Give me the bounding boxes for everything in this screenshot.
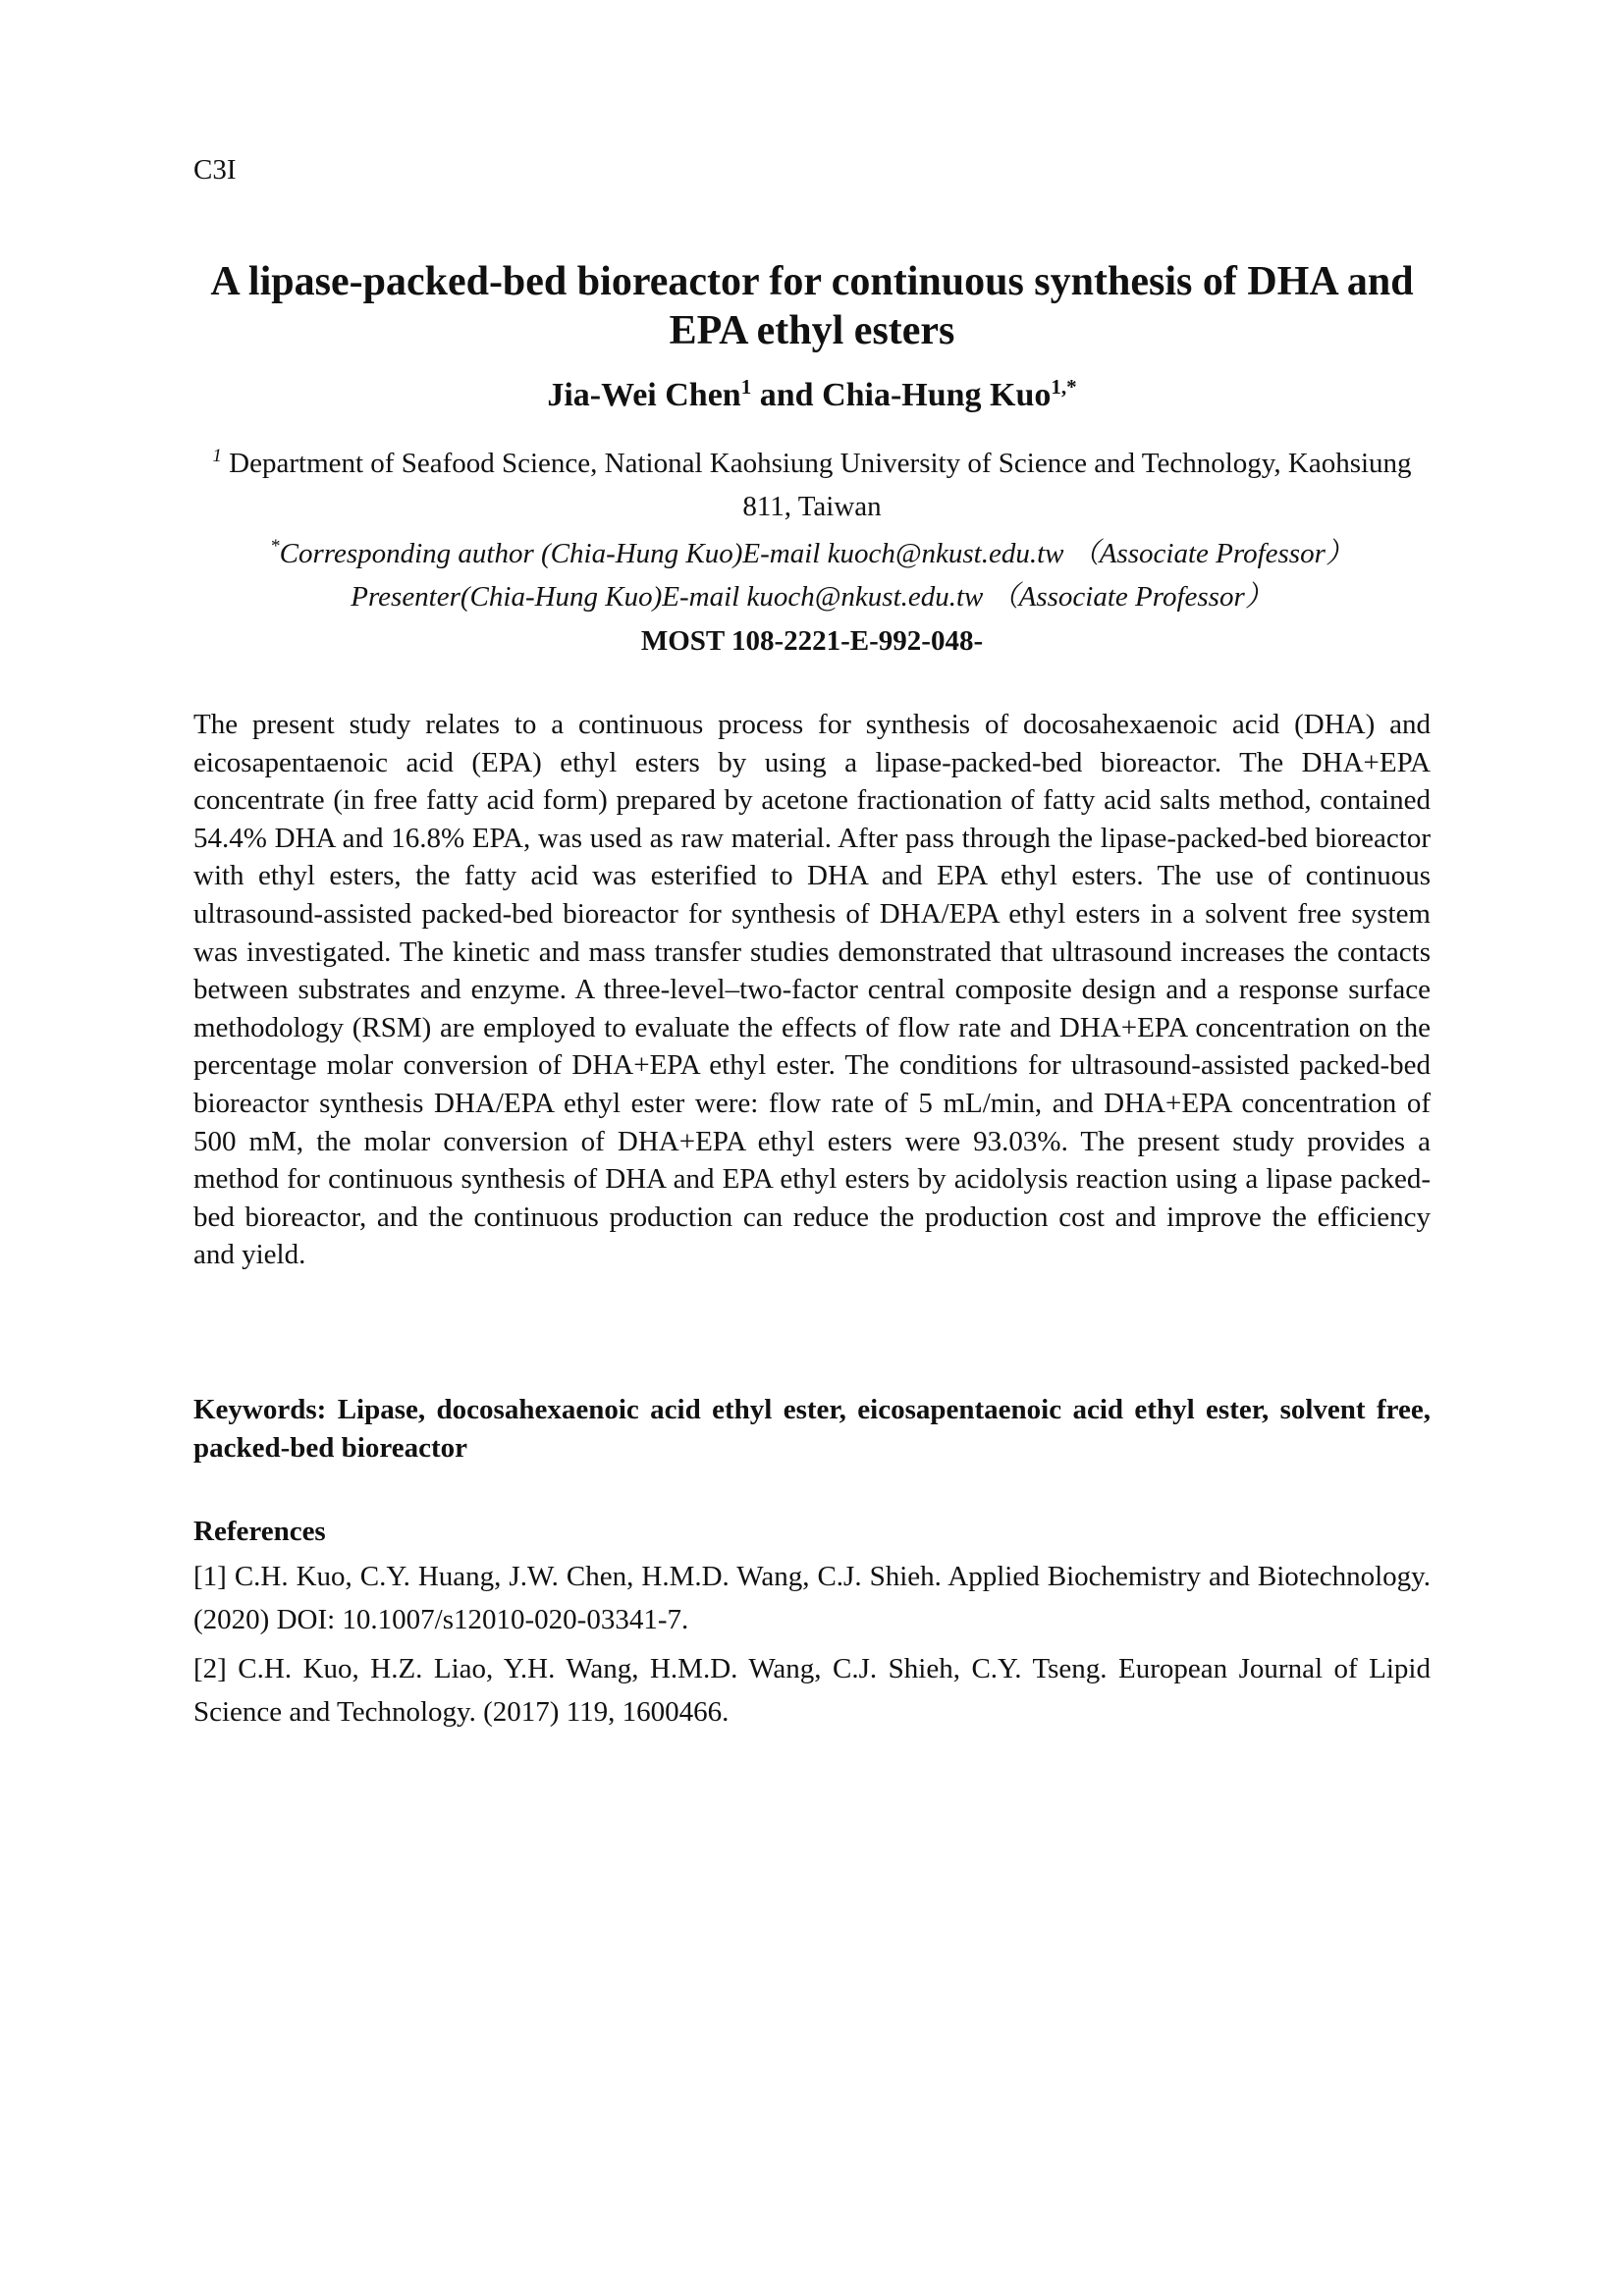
presenter-info: Presenter(Chia-Hung Kuo)E-mail kuoch@nkust.edu.tw （Associate Professor） — [351, 581, 1273, 613]
corresponding-text: Corresponding author (Chia-Hung Kuo)E-mail kuoch@nkust.edu.tw （Associate Professor） — [279, 538, 1354, 569]
affiliation-text: Department of Seafood Science, National Kaohsiung University of Science and Technology, Kaohsiung 811, Taiwan — [221, 448, 1412, 522]
reference-item: [1] C.H. Kuo, C.Y. Huang, J.W. Chen, H.M.D. Wang, C.J. Shieh. Applied Biochemistry and Biotechnology. (2020) DOI: 10.1007/s12010-020-03341-7. — [193, 1561, 1431, 1635]
references-list — [193, 1555, 1431, 1739]
paper-title: A lipase-packed-bed bioreactor for continuous synthesis of DHA and EPA ethyl esters — [210, 259, 1414, 353]
author-name: Jia-Wei Chen — [547, 377, 741, 413]
author-affiliation-marker: 1 — [740, 375, 752, 399]
author-conjunction: and — [751, 377, 823, 413]
grant-number: MOST 108-2221-E-992-048- — [640, 625, 984, 657]
references-heading: References — [193, 1516, 326, 1547]
affiliation-marker: 1 — [212, 446, 222, 466]
corresponding-marker: * — [270, 536, 280, 557]
session-code: C3I — [193, 154, 237, 186]
affiliation — [193, 442, 1431, 528]
abstract-body: The present study relates to a continuous process for synthesis of docosahexaenoic acid (DHA) and eicosapentaenoic acid (EPA) ethyl esters by using a lipase-packed-bed bioreactor. The DHA+EPA concentrate (in free fatty acid form) prepared by acetone fractionation of fatty acid salts method, contained 54.4% DHA and 16.8% EPA, was used as raw material. After pass through the lipase-packed-bed bioreactor with ethyl esters, the fatty acid was esterified to DHA and EPA ethyl esters. The use of continuous ultrasound-assisted packed-bed bioreactor for synthesis of DHA/EPA ethyl esters in a solvent free system was investigated. The kinetic and mass transfer studies demonstrated that ultrasound increases the contacts between substrates and enzyme. A three-level–two-factor central composite design and a response surface methodology (RSM) are employed to evaluate the effects of flow rate and DHA+EPA concentration on the percentage molar conversion of DHA+EPA ethyl ester. The conditions for ultrasound-assisted packed-bed bioreactor synthesis DHA/EPA ethyl ester were: flow rate of 5 mL/min, and DHA+EPA concentration of 500 mM, the molar conversion of DHA+EPA ethyl esters were 93.03%. The present study provides a method for continuous synthesis of DHA and EPA ethyl esters by acidolysis reaction using a lipase packed-bed bioreactor, and the continuous production can reduce the production cost and improve the efficiency and yield. — [193, 709, 1431, 1271]
author-line — [193, 376, 1431, 415]
corresponding-author — [193, 532, 1431, 575]
author-name: Chia-Hung Kuo — [822, 377, 1052, 413]
author-affiliation-marker: 1,* — [1051, 375, 1077, 399]
reference-item: [2] C.H. Kuo, H.Z. Liao, Y.H. Wang, H.M.D. Wang, C.J. Shieh, C.Y. Tseng. European Journal of Lipid Science and Technology. (2017) 119, 1600466. — [193, 1653, 1431, 1728]
keywords: Keywords: Lipase, docosahexaenoic acid ethyl ester, eicosapentaenoic acid ethyl ester, solvent free, packed-bed bioreactor — [193, 1394, 1431, 1464]
